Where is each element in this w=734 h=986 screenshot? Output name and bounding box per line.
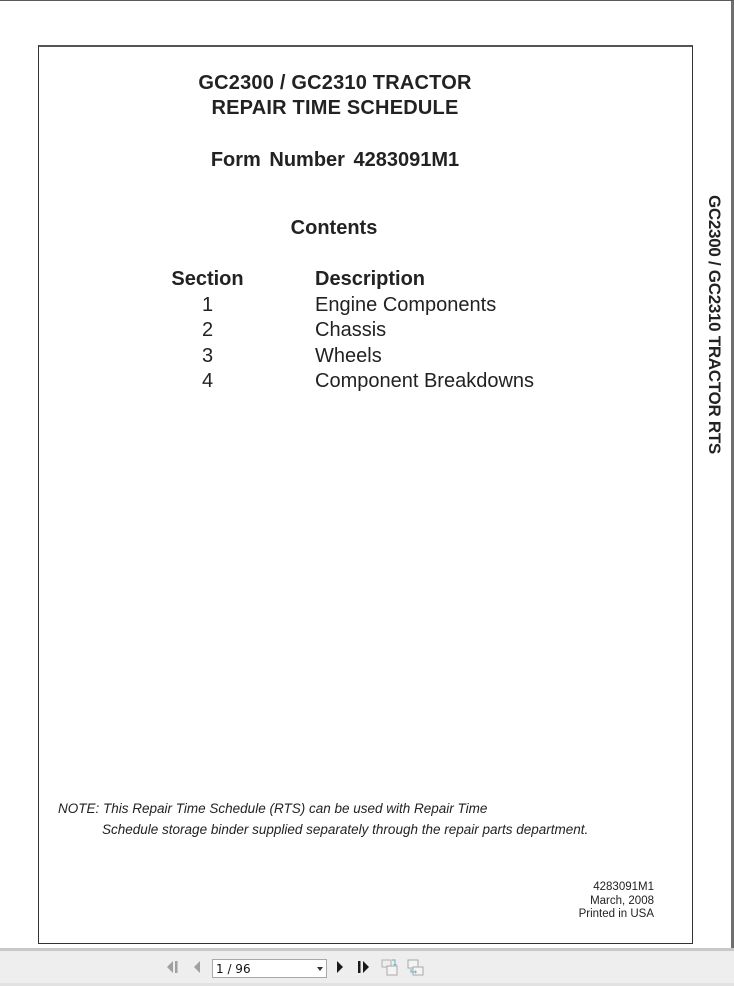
- chevron-down-icon[interactable]: [317, 967, 323, 971]
- title-line-1: GC2300 / GC2310 TRACTOR: [198, 72, 472, 94]
- first-page-icon: [166, 960, 180, 974]
- next-page-icon: [334, 960, 346, 974]
- continuous-page-view-button[interactable]: [407, 957, 425, 977]
- toc-row: [160, 318, 580, 344]
- note-line-2: Schedule storage binder supplied separately through the repair parts department.: [102, 822, 589, 837]
- page-number-input[interactable]: [213, 961, 311, 977]
- toc-description: Wheels: [315, 344, 382, 367]
- title-line-2: REPAIR TIME SCHEDULE: [211, 97, 459, 119]
- toc-section-number: 1: [201, 293, 214, 316]
- toc-header-section: Section: [171, 268, 244, 291]
- toc-header-row: [160, 267, 580, 293]
- continuous-page-view-icon: [407, 958, 425, 976]
- toc-section-number: 3: [201, 344, 214, 367]
- last-page-button[interactable]: [355, 957, 373, 977]
- footer-printed: Printed in USA: [578, 908, 654, 920]
- side-tab-label: GC2300 / GC2310 TRACTOR RTS: [705, 195, 724, 454]
- footer-date: March, 2008: [590, 894, 654, 907]
- toc-section-number: 4: [201, 370, 214, 393]
- next-page-button[interactable]: [331, 957, 349, 977]
- note-line-1: NOTE: This Repair Time Schedule (RTS) can be used with Repair Time: [58, 801, 488, 816]
- form-number: Form Number 4283091M1: [210, 149, 460, 171]
- first-page-button[interactable]: [164, 957, 182, 977]
- toc-header-description: Description: [315, 268, 426, 291]
- navigation-toolbar: [0, 948, 734, 986]
- toc-description: Component Breakdowns: [315, 370, 535, 393]
- toc-description: Chassis: [315, 319, 387, 342]
- note-text: [58, 798, 658, 840]
- toc-row: [160, 369, 580, 395]
- footer-form-code: 4283091M1: [593, 881, 654, 893]
- table-of-contents: [160, 267, 580, 395]
- toc-row: [160, 344, 580, 370]
- page-number-select[interactable]: [212, 959, 327, 978]
- last-page-icon: [356, 960, 372, 974]
- single-page-view-button[interactable]: [381, 957, 399, 977]
- footer-info: [579, 881, 654, 922]
- document-title: [150, 71, 520, 121]
- toc-description: Engine Components: [315, 293, 497, 316]
- contents-heading: Contents: [290, 217, 378, 239]
- toc-section-number: 2: [201, 319, 214, 342]
- previous-page-icon: [191, 960, 203, 974]
- toc-row: [160, 293, 580, 319]
- single-page-view-icon: [381, 958, 399, 976]
- previous-page-button[interactable]: [188, 957, 206, 977]
